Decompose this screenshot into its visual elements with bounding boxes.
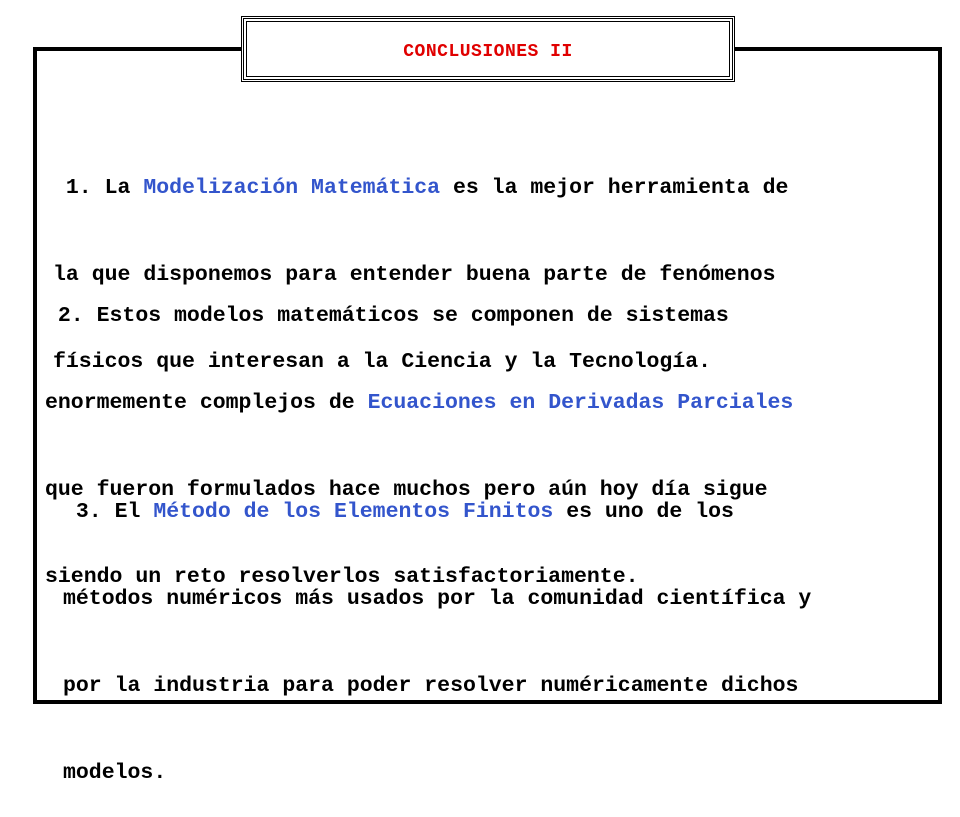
title-box xyxy=(241,16,735,82)
conclusion-3-line-3: por la industria para poder resolver numéricamente dichos xyxy=(63,674,799,698)
conclusion-2-line-4: siendo un reto resolverlos satisfactoriamente. xyxy=(45,565,639,589)
conclusion-3-line-2: métodos numéricos más usados por la comunidad científica y xyxy=(63,587,812,611)
conclusion-3-line-4: modelos. xyxy=(63,761,167,785)
highlight-metodo: Método de los Elementos Finitos xyxy=(153,500,554,524)
conclusion-2-line-1: 2. Estos modelos matemáticos se componen de sistemas xyxy=(45,304,729,328)
conclusion-3 xyxy=(63,440,811,817)
conclusion-2-line-3: que fueron formulados hace muchos pero aún hoy día sigue xyxy=(45,478,768,502)
conclusion-3-line-1 xyxy=(63,498,811,527)
conclusion-3-text-a: 3. El xyxy=(63,500,154,524)
conclusion-2-line-2 xyxy=(45,389,793,418)
conclusion-1-line-3: físicos que interesan a la Ciencia y la Tecnología. xyxy=(53,350,712,374)
conclusion-1-line-2: la que disponemos para entender buena parte de fenómenos xyxy=(53,263,776,287)
conclusion-1-line-1 xyxy=(53,174,788,203)
conclusion-1-text-a: 1. La xyxy=(53,176,144,200)
highlight-ecuaciones: Ecuaciones en Derivadas Parciales xyxy=(367,391,794,415)
highlight-modelizacion: Modelización Matemática xyxy=(143,176,441,200)
slide-title: CONCLUSIONES II xyxy=(403,42,573,62)
conclusion-2-text-a: enormemente complejos de xyxy=(45,391,368,415)
conclusion-1-text-b: es la mejor herramienta de xyxy=(440,176,789,200)
conclusion-3-text-b: es uno de los xyxy=(553,500,734,524)
